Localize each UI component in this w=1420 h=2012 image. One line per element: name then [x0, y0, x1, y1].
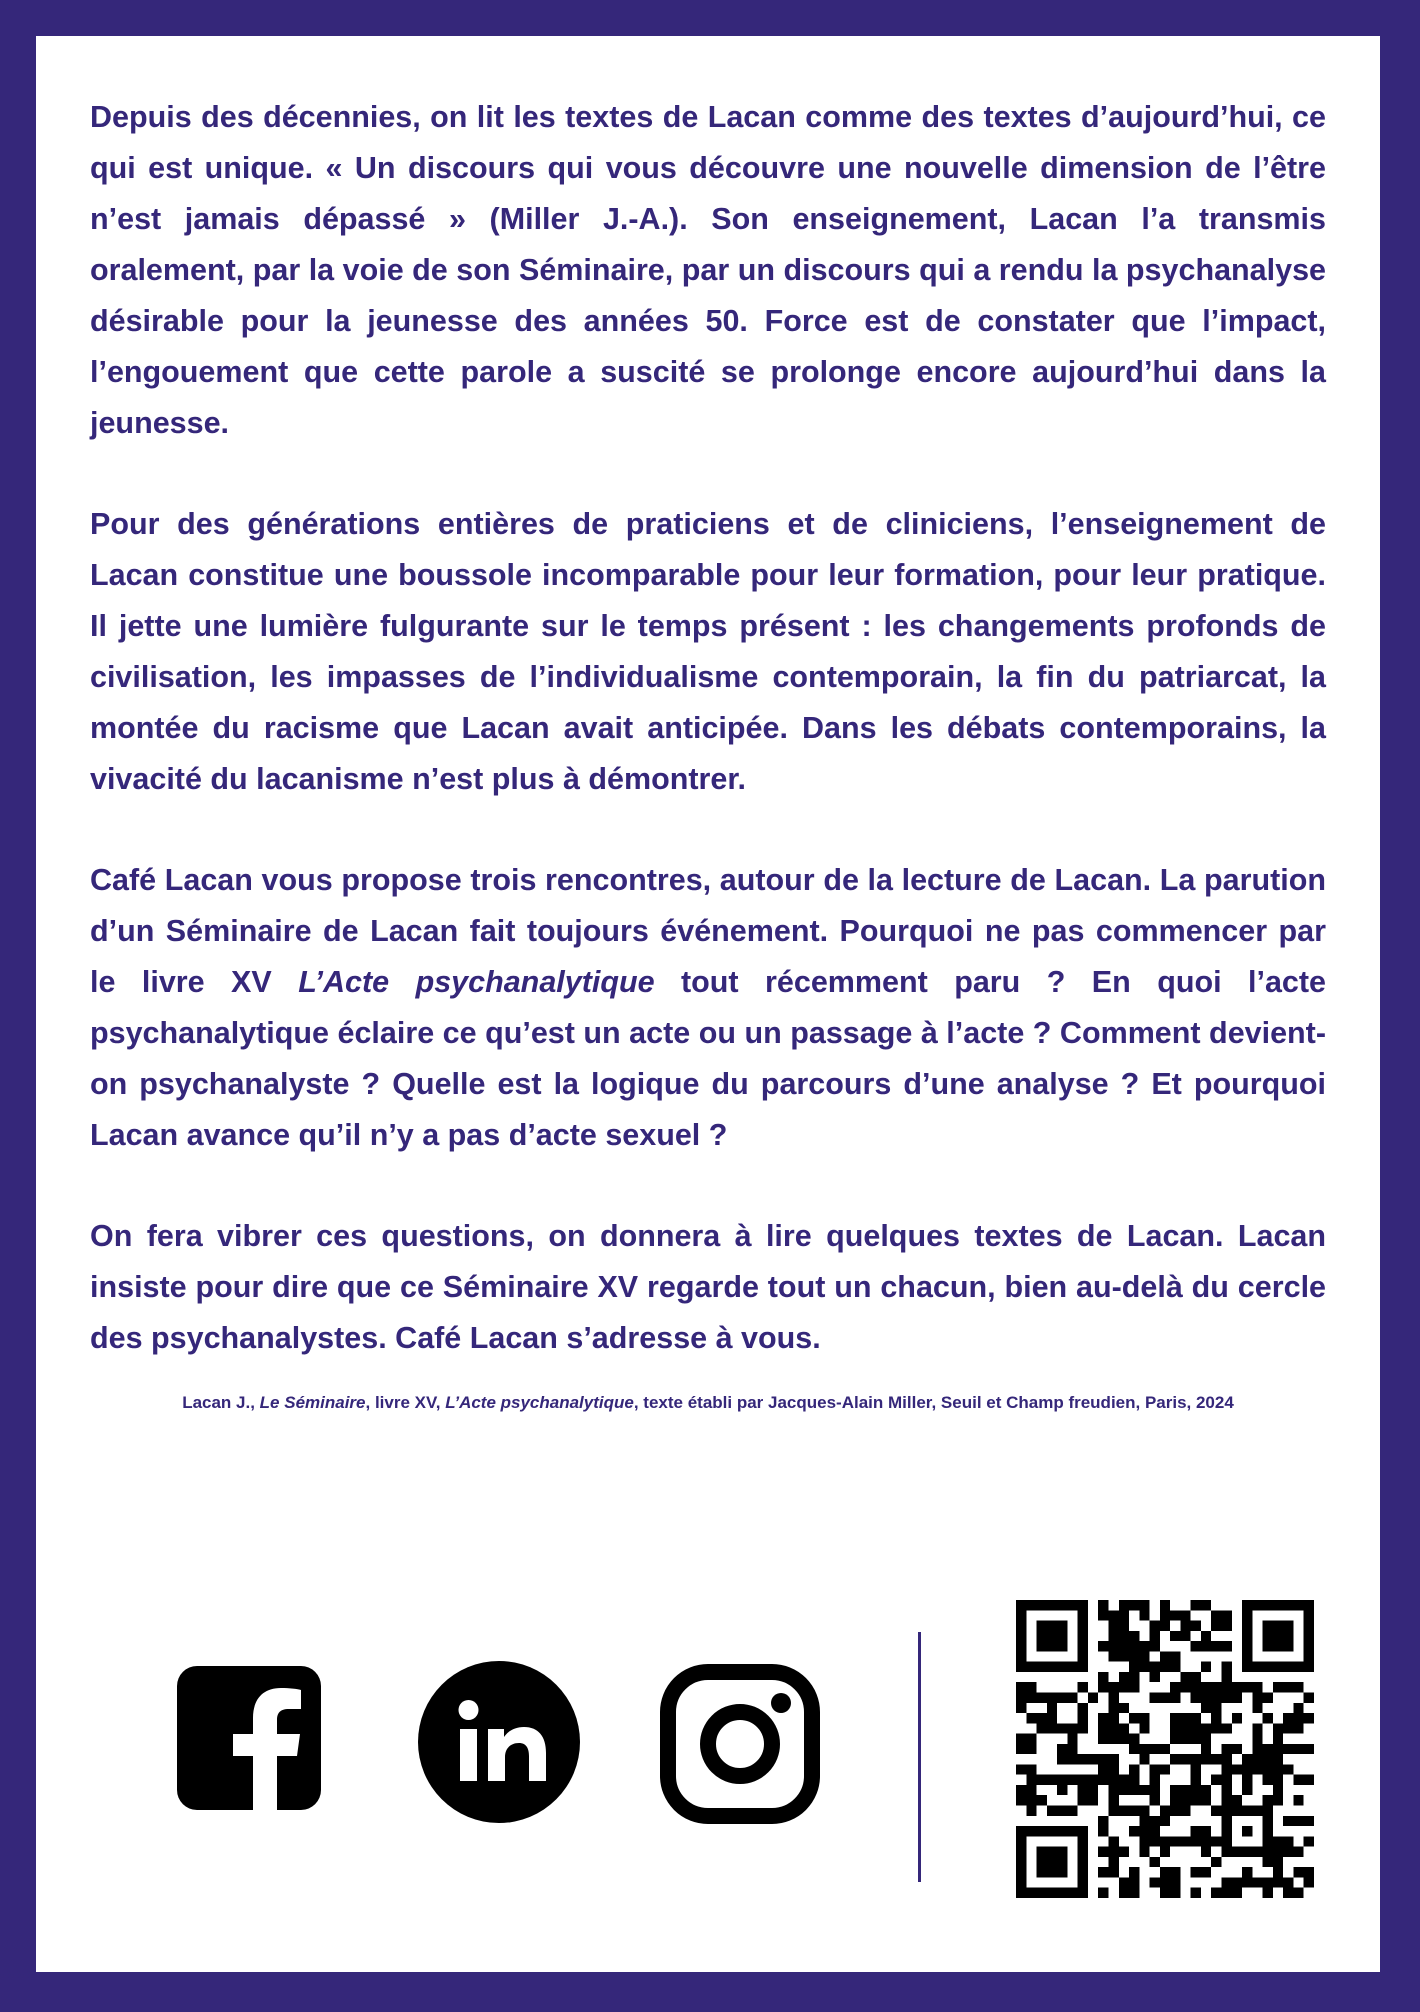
qr-code[interactable]: [1016, 1600, 1314, 1898]
instagram-icon[interactable]: [660, 1664, 820, 1824]
linkedin-icon[interactable]: [418, 1661, 580, 1823]
reference-book: , livre XV,: [365, 1393, 446, 1412]
reference-title: L’Acte psychanalytique: [445, 1393, 634, 1412]
reference-rest: , texte établi par Jacques-Alain Miller, Seuil et Champ freudien, Paris, 2024: [633, 1393, 1234, 1412]
bibliographic-reference: [90, 1392, 1326, 1414]
flyer-page: [36, 36, 1380, 1972]
paragraph-3-before: Café Lacan vous propose trois rencontres, autour de la lecture de Lacan. La parution d’un Séminaire de Lacan fait toujours événement. Pourquoi ne pas commencer par le livre XV: [90, 863, 1326, 999]
reference-author: Lacan J.,: [182, 1393, 260, 1412]
paragraph-3: [90, 855, 1326, 1161]
reference-series: Le Séminaire: [259, 1393, 366, 1412]
paragraph-3-book-title: L’Acte psychanalytique: [298, 965, 655, 999]
paragraph-1: Depuis des décennies, on lit les textes de Lacan comme des textes d’aujourd’hui, ce qui est unique. « Un discours qui vous découvre une nouvelle dimension de l’être n’est jamais dépassé » (Miller J.-A.). Son enseignement, Lacan l’a transmis oralement, par la voie de son Séminaire, par un discours qui a rendu la psychanalyse désirable pour la jeunesse des années 50. Force est de constater que l’impact, l’engouement que cette parole a suscité se prolonge encore aujourd’hui dans la jeunesse.: [90, 100, 1326, 440]
paragraph-4: On fera vibrer ces questions, on donnera à lire quelques textes de Lacan. Lacan insiste pour dire que ce Séminaire XV regarde tout un chacun, bien au-delà du cercle des psychanalystes. Café Lacan s’adresse à vous.: [90, 1219, 1326, 1355]
text-block: [90, 92, 1326, 1414]
paragraph-2: Pour des générations entières de praticiens et de cliniciens, l’enseignement de Lacan constitue une boussole incomparable pour leur formation, pour leur pratique. Il jette une lumière fulgurante sur le temps présent : les changements profonds de civilisation, les impasses de l’individualisme contemporain, la fin du patriarcat, la montée du racisme que Lacan avait anticipée. Dans les débats contemporains, la vivacité du lacanisme n’est plus à démontrer.: [90, 507, 1326, 796]
paragraph-3-after: tout récemment paru ? En quoi l’acte psychanalytique éclaire ce qu’est un acte ou un passage à l’acte ? Comment devient-on psychanalyste ? Quelle est la logique du parcours d’une analyse ? Et pourquoi Lacan avance qu’il n’y a pas d’acte sexuel ?: [90, 965, 1327, 1152]
divider-line: [918, 1632, 921, 1882]
facebook-icon[interactable]: [177, 1666, 321, 1810]
